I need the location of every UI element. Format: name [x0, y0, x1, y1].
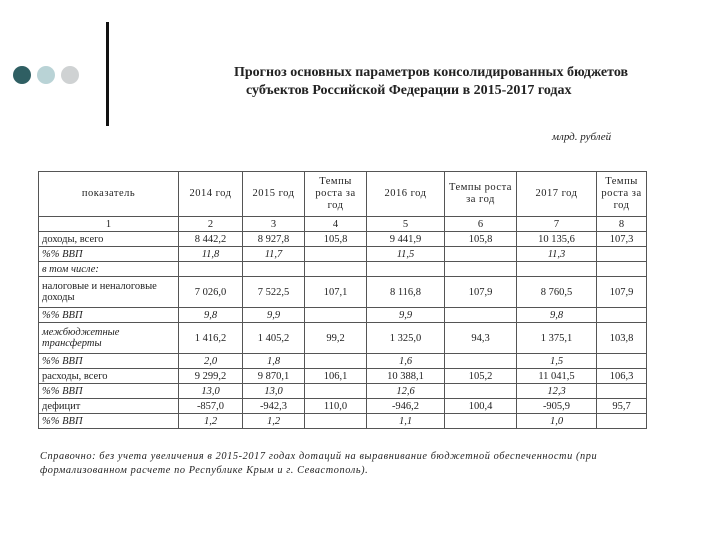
table-cell — [243, 262, 305, 277]
table-cell: 11,3 — [517, 247, 597, 262]
table-cell: 13,0 — [179, 384, 243, 399]
row-label: %% ВВП — [39, 414, 179, 429]
header-row — [39, 172, 647, 217]
table-cell: -905,9 — [517, 399, 597, 414]
table-cell — [597, 308, 647, 323]
table-cell: 1,6 — [367, 354, 445, 369]
table-cell: 10 135,6 — [517, 232, 597, 247]
slide-bullet-dots — [13, 66, 79, 84]
header-cell: Темпы роста за год — [597, 172, 647, 217]
page-title — [234, 64, 654, 100]
table-cell — [445, 384, 517, 399]
table-row — [39, 369, 647, 384]
row-label: налоговые и неналоговые доходы — [39, 277, 179, 308]
budget-table — [38, 171, 647, 429]
table-cell: 105,8 — [305, 232, 367, 247]
row-label: %% ВВП — [39, 384, 179, 399]
table-row — [39, 323, 647, 354]
vertical-divider — [106, 22, 109, 126]
table-cell: 107,9 — [445, 277, 517, 308]
table-cell — [179, 262, 243, 277]
table-cell — [305, 308, 367, 323]
table-cell: 1,0 — [517, 414, 597, 429]
table-cell: 103,8 — [597, 323, 647, 354]
table-row — [39, 232, 647, 247]
table-cell — [305, 262, 367, 277]
row-label: %% ВВП — [39, 308, 179, 323]
table-cell: -942,3 — [243, 399, 305, 414]
dot-light-gray — [61, 66, 79, 84]
table-cell: 106,3 — [597, 369, 647, 384]
table-cell: 11,7 — [243, 247, 305, 262]
table-cell — [445, 414, 517, 429]
table-cell: 8 760,5 — [517, 277, 597, 308]
table-row — [39, 308, 647, 323]
table-cell — [305, 414, 367, 429]
dot-dark — [13, 66, 31, 84]
table-cell: 9 441,9 — [367, 232, 445, 247]
header-cell: Темпы роста за год — [445, 172, 517, 217]
table-cell: 13,0 — [243, 384, 305, 399]
footnote: Справочно: без учета увеличения в 2015-2017 годах дотаций на выравнивание бюджетной обеспеченности (при формализованном расчете по Республике Крым и г. Севастополь). — [40, 451, 598, 476]
column-number-row — [39, 217, 647, 232]
unit-label: млрд. рублей — [552, 131, 612, 143]
header-cell: 2015 год — [243, 172, 305, 217]
table-cell: 9 299,2 — [179, 369, 243, 384]
table-cell: 105,2 — [445, 369, 517, 384]
table-cell: 1,1 — [367, 414, 445, 429]
table-cell: 9,8 — [179, 308, 243, 323]
title-line-1: Прогноз основных параметров консолидированных бюджетов — [234, 65, 629, 80]
column-number-cell: 6 — [445, 217, 517, 232]
table-cell: 107,1 — [305, 277, 367, 308]
table-cell: 1,8 — [243, 354, 305, 369]
column-number-cell: 8 — [597, 217, 647, 232]
table-cell — [305, 354, 367, 369]
table-cell: 12,3 — [517, 384, 597, 399]
table-cell: 105,8 — [445, 232, 517, 247]
table-cell: 110,0 — [305, 399, 367, 414]
table-cell: 8 442,2 — [179, 232, 243, 247]
row-label: %% ВВП — [39, 247, 179, 262]
table-cell: 10 388,1 — [367, 369, 445, 384]
table-cell: 94,3 — [445, 323, 517, 354]
row-label: в том числе: — [39, 262, 179, 277]
table-row — [39, 354, 647, 369]
table-cell: 12,6 — [367, 384, 445, 399]
table-row — [39, 384, 647, 399]
table-row — [39, 399, 647, 414]
table-cell: 11 041,5 — [517, 369, 597, 384]
dot-light-teal — [37, 66, 55, 84]
table-cell: 107,3 — [597, 232, 647, 247]
table-cell: 8 927,8 — [243, 232, 305, 247]
table-cell: 8 116,8 — [367, 277, 445, 308]
header-cell: 2016 год — [367, 172, 445, 217]
table-cell: 107,9 — [597, 277, 647, 308]
table-cell: 9,9 — [367, 308, 445, 323]
table-cell — [305, 384, 367, 399]
table-cell — [367, 262, 445, 277]
table-cell: 100,4 — [445, 399, 517, 414]
table-cell: 106,1 — [305, 369, 367, 384]
row-label: дефицит — [39, 399, 179, 414]
table-cell: 1 416,2 — [179, 323, 243, 354]
row-label: расходы, всего — [39, 369, 179, 384]
table-cell — [445, 354, 517, 369]
table-cell — [597, 384, 647, 399]
table-cell: 1,5 — [517, 354, 597, 369]
table-cell: 1,2 — [243, 414, 305, 429]
row-label: доходы, всего — [39, 232, 179, 247]
table-row — [39, 277, 647, 308]
table-cell: 7 522,5 — [243, 277, 305, 308]
table-cell — [597, 414, 647, 429]
table-cell — [597, 262, 647, 277]
header-cell: 2014 год — [179, 172, 243, 217]
table-cell — [445, 308, 517, 323]
title-line-2: субъектов Российской Федерации в 2015-2017 годах — [246, 83, 572, 98]
column-number-cell: 3 — [243, 217, 305, 232]
table-cell: -946,2 — [367, 399, 445, 414]
table-cell — [445, 247, 517, 262]
row-label: %% ВВП — [39, 354, 179, 369]
table-cell: 1 375,1 — [517, 323, 597, 354]
row-label: межбюджетные трансферты — [39, 323, 179, 354]
column-number-cell: 4 — [305, 217, 367, 232]
column-number-cell: 2 — [179, 217, 243, 232]
header-cell: Темпы роста за год — [305, 172, 367, 217]
table-cell: 9,8 — [517, 308, 597, 323]
table-row — [39, 414, 647, 429]
table-row — [39, 247, 647, 262]
table-cell — [305, 247, 367, 262]
table-cell: 1,2 — [179, 414, 243, 429]
header-cell: 2017 год — [517, 172, 597, 217]
table-cell: 11,8 — [179, 247, 243, 262]
column-number-cell: 1 — [39, 217, 179, 232]
table-cell: 2,0 — [179, 354, 243, 369]
table-cell — [517, 262, 597, 277]
table-cell: 99,2 — [305, 323, 367, 354]
table-cell — [445, 262, 517, 277]
table-cell: -857,0 — [179, 399, 243, 414]
table-cell: 7 026,0 — [179, 277, 243, 308]
table-cell — [597, 354, 647, 369]
table-cell: 95,7 — [597, 399, 647, 414]
table-cell: 1 325,0 — [367, 323, 445, 354]
table-cell: 9,9 — [243, 308, 305, 323]
column-number-cell: 5 — [367, 217, 445, 232]
table-cell: 11,5 — [367, 247, 445, 262]
table-row — [39, 262, 647, 277]
header-cell: показатель — [39, 172, 179, 217]
table-cell: 1 405,2 — [243, 323, 305, 354]
column-number-cell: 7 — [517, 217, 597, 232]
table-cell — [597, 247, 647, 262]
table-cell: 9 870,1 — [243, 369, 305, 384]
